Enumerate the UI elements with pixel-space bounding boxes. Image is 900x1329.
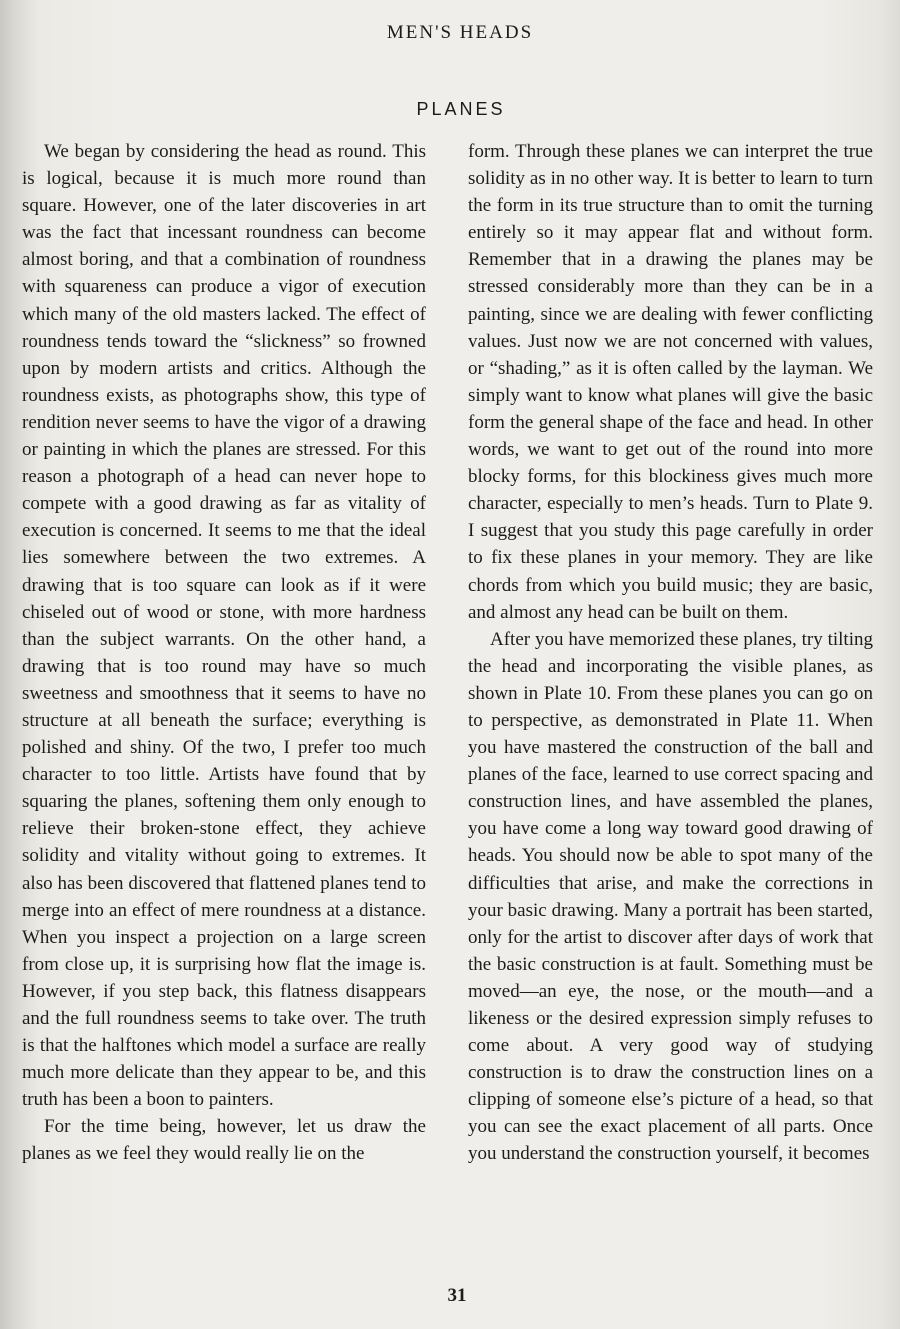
running-head: MEN'S HEADS xyxy=(386,22,534,43)
left-column xyxy=(22,138,426,1168)
section-title: PLANES xyxy=(416,99,506,119)
right-column xyxy=(468,138,873,1168)
left-paragraph-1: We began by considering the head as round. This is logical, because it is much more round than square. However, one of the later discoveries in art was the fact that incessant roundness can become almost boring, and that a combination of roundness with squareness can produce a vigor of execution which many of the old masters lacked. The effect of roundness tends toward the “slickness” so frowned upon by modern artists and critics. Although the roundness exists, as photographs show, this type of rendition never seems to have the vigor of a drawing or painting in which the planes are stressed. For this reason a photograph of a head can never hope to compete with a good drawing as far as vitality of execution is concerned. It seems to me that the ideal lies somewhere between the two extremes. A drawing that is too square can look as if it were chiseled out of wood or stone, with more hardness than the subject warrants. On the other hand, a drawing that is too round may have so much sweetness and smoothness that it seems to have no structure at all beneath the surface; everything is polished and shiny. Of the two, I prefer too much character to too little. Artists have found that by squaring the planes, softening them only enough to relieve their broken-stone effect, they achieve solidity and vitality without going to extremes. It also has been discovered that flattened planes tend to merge into an effect of mere roundness at a distance. When you inspect a projection on a large screen from close up, it is surprising how flat the image is. However, if you step back, this flatness disappears and the full roundness seems to take over. The truth is that the halftones which model a surface are really much more delicate than they appear to be, and this truth has been a boon to painters. xyxy=(22,141,426,1111)
right-paragraph-1: form. Through these planes we can interpret the true solidity as in no other way. It is better to learn to turn the form in its true structure than to omit the turning entirely so it may appear flat and without form. Remember that in a drawing the planes may be stressed considerably more than they can be in a painting, since we are dealing with fewer conflicting values. Just now we are not concerned with values, or “shading,” as it is often called by the layman. We simply want to know what planes will give the basic form the general shape of the face and head. In other words, we want to get out of the round into more blocky forms, for this blockiness gives much more character, especially to men’s heads. Turn to Plate 9. I suggest that you study this page carefully in order to fix these planes in your memory. They are like chords from which you build music; they are basic, and almost any head can be built on them. xyxy=(468,141,873,623)
page-number: 31 xyxy=(447,1285,467,1306)
right-paragraph-2: After you have memorized these planes, try tilting the head and incorporating the visible planes, as shown in Plate 10. From these planes you can go on to perspective, as demonstrated in Plate 11. When you have mastered the construction of the ball and planes of the face, learned to use correct spacing and construction lines, and have assembled the planes, you have come a long way toward good drawing of heads. You should now be able to spot many of the difficulties that arise, and make the corrections in your basic drawing. Many a portrait has been started, only for the artist to discover after days of work that the basic construction is at fault. Something must be moved—an eye, the nose, or the mouth—and a likeness or the desired expression simply refuses to come about. A very good way of studying construction is to draw the construction lines on a clipping of someone else’s picture of a head, so that you can see the exact placement of all parts. Once you understand the construction yourself, it becomes xyxy=(468,628,873,1165)
left-paragraph-2: For the time being, however, let us draw the planes as we feel they would really lie on the xyxy=(22,1116,426,1165)
